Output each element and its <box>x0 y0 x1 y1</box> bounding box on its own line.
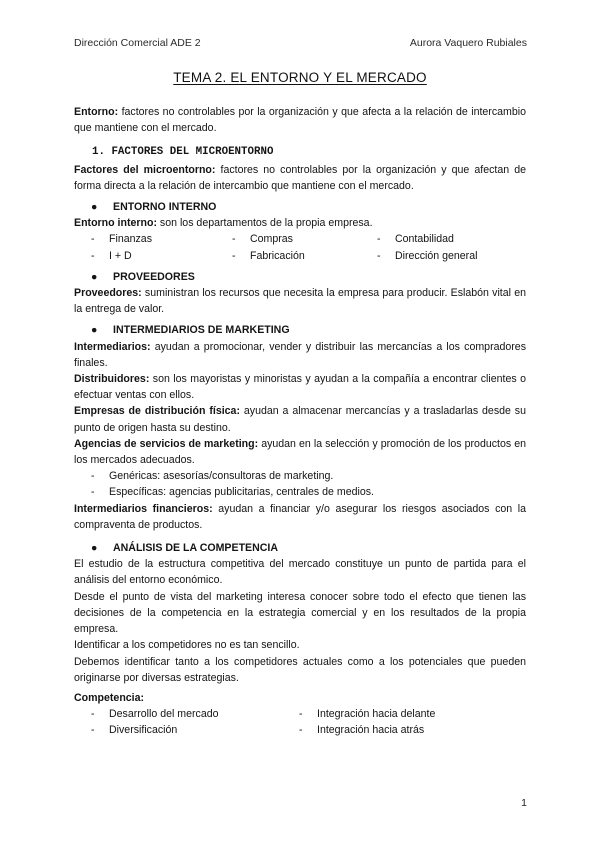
competencia-row <box>74 706 526 722</box>
distribucion-fisica-text: ayudan a almacenar mercancías y a trasladarlas desde su punto de origen hasta su destino. <box>74 405 526 434</box>
agencias-text: ayudan en la selección y promoción de los productos en los mercados adecuados. <box>74 437 526 467</box>
subheading-proveedores <box>74 269 526 285</box>
list-item-text: Diversificación <box>109 724 178 737</box>
agencias-paragraph <box>74 436 526 468</box>
distribuidores-text: son los mayoristas y minoristas y ayudan a la compañía a encontrar clientes o efectuar ventas con ellos. <box>74 373 526 402</box>
dash-icon: - <box>91 486 95 499</box>
agencias-term: Agencias de servicios de marketing: <box>74 437 259 450</box>
subheading-label: ENTORNO INTERNO <box>113 201 217 214</box>
competencia-row <box>74 722 526 738</box>
departments-row <box>74 248 526 264</box>
list-item <box>74 468 526 484</box>
intermediarios-financieros-paragraph <box>74 501 526 533</box>
list-item <box>74 484 526 500</box>
microentorno-paragraph <box>74 162 526 194</box>
proveedores-paragraph <box>74 285 526 317</box>
entorno-interno-term: Entorno interno: <box>74 217 157 230</box>
list-item-text: Integración hacia delante <box>317 708 436 721</box>
intermediarios-text: ayudan a promocionar, vender y distribuir las mercancías a los compradores finales. <box>74 340 526 369</box>
list-item-text: Dirección general <box>395 249 478 262</box>
dash-icon: - <box>91 249 95 262</box>
intro-text: factores no controlables por la organización y que afecta a la relación de intercambio que mantiene con el mercado. <box>74 106 526 135</box>
competencia-list-label <box>74 690 526 706</box>
list-item-text: Contabilidad <box>395 233 454 246</box>
list-item <box>360 231 454 247</box>
distribucion-fisica-paragraph <box>74 403 526 435</box>
proveedores-term: Proveedores: <box>74 287 142 300</box>
dash-icon: - <box>91 708 95 721</box>
dash-icon: - <box>299 708 303 721</box>
list-item <box>282 706 435 722</box>
list-item <box>74 248 215 264</box>
header-author: Aurora Vaquero Rubiales <box>409 37 527 49</box>
microentorno-text: factores no controlables por la organización y que afectan de forma directa a la relación de intercambio que mantiene con el mercado. <box>74 163 526 192</box>
list-item-text: Finanzas <box>109 233 152 246</box>
competencia-paragraph: Identificar a los competidores no es tan sencillo. <box>74 639 300 652</box>
list-item <box>74 231 215 247</box>
list-item-text: Fabricación <box>250 249 305 262</box>
distribuidores-paragraph <box>74 371 526 403</box>
subheading-competencia <box>74 540 526 556</box>
bullet-icon: ● <box>91 270 98 283</box>
dash-icon: - <box>91 233 95 246</box>
list-item-text: Integración hacia atrás <box>317 724 425 737</box>
intro-paragraph <box>74 104 526 136</box>
list-item <box>74 706 282 722</box>
list-item <box>282 722 424 738</box>
list-item-text: I + D <box>109 249 132 262</box>
dash-icon: - <box>299 724 303 737</box>
dash-icon: - <box>377 249 381 262</box>
microentorno-term: Factores del microentorno: <box>74 163 216 176</box>
dash-icon: - <box>377 233 381 246</box>
section-heading-microentorno: 1. FACTORES DEL MICROENTORNO <box>92 146 274 159</box>
intermediarios-financieros-term: Intermediarios financieros: <box>74 502 213 515</box>
subheading-label: INTERMEDIARIOS DE MARKETING <box>113 324 290 337</box>
list-item <box>360 248 477 264</box>
subheading-label: PROVEEDORES <box>113 270 195 283</box>
page-number: 1 <box>521 797 527 809</box>
competencia-paragraph: El estudio de la estructura competitiva del mercado constituye un punto de partida para el análisis del entorno económico. <box>74 558 526 587</box>
intermediarios-paragraph <box>74 339 526 371</box>
header-course: Dirección Comercial ADE 2 <box>74 37 201 49</box>
list-item-text: Desarrollo del mercado <box>109 708 219 721</box>
entorno-interno-paragraph <box>74 215 526 231</box>
competencia-list-label-text: Competencia: <box>74 691 145 704</box>
bullet-icon: ● <box>91 324 98 337</box>
dash-icon: - <box>91 724 95 737</box>
dash-icon: - <box>232 249 236 262</box>
list-item-text: Específicas: agencias publicitarias, centrales de medios. <box>109 486 374 499</box>
competencia-paragraph: Debemos identificar tanto a los competidores actuales como a los potenciales que pueden originarse por diversas estrategias. <box>74 655 526 684</box>
distribucion-fisica-term: Empresas de distribución física: <box>74 405 240 418</box>
competencia-paragraph: Desde el punto de vista del marketing interesa conocer sobre todo el efecto que tienen las decisiones de la competencia en la estrategia comercial y en los resultados de la propia empresa. <box>74 590 526 636</box>
intermediarios-term: Intermediarios: <box>74 340 151 353</box>
intro-term: Entorno: <box>74 106 119 118</box>
subheading-intermediarios <box>74 322 526 338</box>
dash-icon: - <box>232 233 236 246</box>
list-item-text: Compras <box>250 233 293 246</box>
page-title: TEMA 2. EL ENTORNO Y EL MERCADO <box>173 70 427 85</box>
bullet-icon: ● <box>91 201 98 214</box>
subheading-entorno-interno <box>74 199 526 215</box>
proveedores-text: suministran los recursos que necesita la empresa para producir. Eslabón vital en la entrega de valor. <box>74 287 526 316</box>
list-item <box>74 722 282 738</box>
list-item <box>215 248 360 264</box>
intermediarios-financieros-text: ayudan a financiar y/o asegurar los riesgos asociados con la compraventa de productos. <box>74 502 526 531</box>
bullet-icon: ● <box>91 542 98 555</box>
distribuidores-term: Distribuidores: <box>74 373 150 386</box>
list-item-text: Genéricas: asesorías/consultoras de marketing. <box>109 470 334 483</box>
list-item <box>215 231 360 247</box>
subheading-label: ANÁLISIS DE LA COMPETENCIA <box>113 542 278 555</box>
departments-row <box>74 231 526 247</box>
entorno-interno-text: son los departamentos de la propia empresa. <box>156 217 373 230</box>
dash-icon: - <box>91 470 95 483</box>
document-body <box>74 104 526 739</box>
